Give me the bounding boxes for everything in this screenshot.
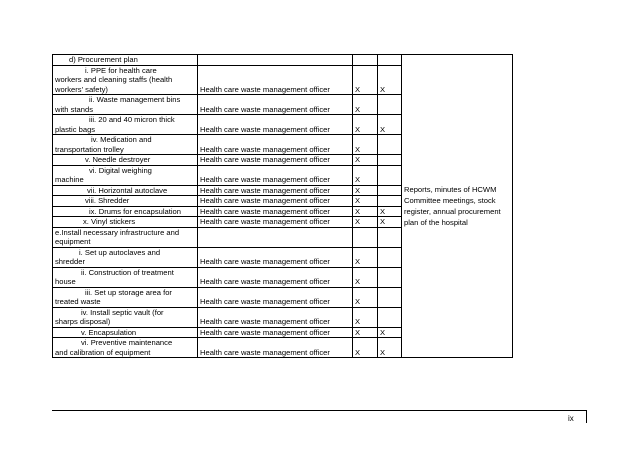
activity-cell — [53, 227, 198, 247]
activity-lead-text: v. Needle destroyer — [85, 155, 151, 164]
activity-cell — [53, 307, 198, 327]
activity-cell — [53, 185, 198, 196]
activity-lead-text: vi. Preventive maintenance — [81, 338, 173, 347]
activity-cell — [53, 65, 198, 95]
activity-lead-text: vi. Digital weighing — [89, 165, 152, 175]
activity-cell — [53, 155, 198, 166]
activity-lead-text: iii. 20 and 40 micron thick — [89, 115, 175, 124]
mark-cell-1: X — [353, 196, 378, 207]
responsible-cell — [198, 227, 353, 247]
activity-lead-text: i. Set up autoclaves and — [79, 247, 161, 257]
activity-lead-text: iii. Set up storage area for — [85, 287, 172, 297]
responsible-cell: Health care waste management officer — [198, 307, 353, 327]
activity-lead-text: iv. Medication and — [91, 135, 152, 144]
activity-text: and calibration of equipment — [55, 347, 151, 357]
mark-cell-2: X — [378, 65, 402, 95]
activity-cell — [53, 217, 198, 228]
activity-text: with stands — [55, 104, 93, 114]
mark-cell-2 — [378, 267, 402, 287]
activity-cell — [53, 196, 198, 207]
activity-text: plastic bags — [55, 124, 96, 134]
mark-cell-2 — [378, 247, 402, 267]
activity-text: e.Install necessary infrastructure and equipment — [55, 227, 180, 246]
activity-lead-text: d) Procurement plan — [69, 55, 138, 64]
responsible-cell: Health care waste management officer — [198, 267, 353, 287]
footer-rule-tick — [586, 410, 587, 423]
responsible-cell: Health care waste management officer — [198, 338, 353, 358]
activity-lead-text: ii. Construction of treatment — [81, 267, 174, 277]
activity-lead-text: viii. Shredder — [85, 196, 130, 205]
responsible-cell: Health care waste management officer — [198, 206, 353, 217]
activity-text: house — [55, 277, 76, 286]
mark-cell-1: X — [353, 135, 378, 155]
mark-cell-2 — [378, 227, 402, 247]
activity-text: transportation trolley — [55, 144, 124, 154]
activity-cell — [53, 135, 198, 155]
activity-lead-text: v. Encapsulation — [81, 327, 137, 337]
mark-cell-1: X — [353, 267, 378, 287]
mark-cell-1: X — [353, 307, 378, 327]
responsible-cell: Health care waste management officer — [198, 287, 353, 307]
mark-cell-1: X — [353, 115, 378, 135]
footer-rule — [52, 410, 586, 411]
mark-cell-2: X — [378, 206, 402, 217]
mark-cell-2 — [378, 307, 402, 327]
responsible-cell: Health care waste management officer — [198, 165, 353, 185]
responsible-cell: Health care waste management officer — [198, 95, 353, 115]
activity-lead-text: ii. Waste management bins — [89, 95, 181, 104]
mark-cell-1: X — [353, 206, 378, 217]
activity-cell — [53, 327, 198, 338]
activity-text: treated waste — [55, 297, 101, 306]
mark-cell-1: X — [353, 65, 378, 95]
mark-cell-2 — [378, 287, 402, 307]
mark-cell-1: X — [353, 185, 378, 196]
responsible-cell: Health care waste management officer — [198, 135, 353, 155]
responsible-cell: Health care waste management officer — [198, 327, 353, 338]
mark-cell-2: X — [378, 115, 402, 135]
procurement-plan-table — [52, 54, 513, 358]
activity-cell — [53, 338, 198, 358]
mark-cell-2 — [378, 95, 402, 115]
activity-cell — [53, 115, 198, 135]
activity-text: shredder — [55, 257, 85, 266]
mark-cell-1: X — [353, 327, 378, 338]
responsible-cell: Health care waste management officer — [198, 65, 353, 95]
mark-cell-2 — [378, 196, 402, 207]
responsible-cell — [198, 55, 353, 66]
table-row — [53, 55, 513, 66]
mark-cell-2 — [378, 135, 402, 155]
activity-text: machine — [55, 175, 84, 184]
mark-cell-2: X — [378, 327, 402, 338]
responsible-cell: Health care waste management officer — [198, 247, 353, 267]
responsible-cell: Health care waste management officer — [198, 217, 353, 228]
mark-cell-1 — [353, 227, 378, 247]
mark-cell-2 — [378, 185, 402, 196]
mark-cell-1: X — [353, 155, 378, 166]
activity-cell — [53, 95, 198, 115]
mark-cell-1: X — [353, 247, 378, 267]
activity-cell — [53, 267, 198, 287]
responsible-cell: Health care waste management officer — [198, 196, 353, 207]
activity-text: sharps disposal) — [55, 317, 111, 326]
mark-cell-2: X — [378, 338, 402, 358]
activity-cell — [53, 165, 198, 185]
activity-cell — [53, 247, 198, 267]
mark-cell-1: X — [353, 95, 378, 115]
responsible-cell: Health care waste management officer — [198, 155, 353, 166]
activity-lead-text: vii. Horizontal autoclave — [87, 185, 168, 195]
activity-lead-text: iv. Install septic vault (for — [81, 307, 164, 317]
activity-cell — [53, 287, 198, 307]
mark-cell-1: X — [353, 287, 378, 307]
mark-cell-2 — [378, 165, 402, 185]
activity-text: workers and cleaning staffs (health workers' safety) — [55, 75, 173, 94]
activity-lead-text: x. Vinyl stickers — [83, 217, 136, 226]
mark-cell-2 — [378, 55, 402, 66]
mark-cell-2: X — [378, 217, 402, 228]
activity-lead-text: i. PPE for health care — [85, 65, 157, 75]
mark-cell-1 — [353, 55, 378, 66]
mark-cell-2 — [378, 155, 402, 166]
activity-lead-text: ix. Drums for encapsulation — [89, 206, 182, 216]
page-number: ix — [568, 414, 574, 423]
mark-cell-1: X — [353, 338, 378, 358]
mark-cell-1: X — [353, 165, 378, 185]
responsible-cell: Health care waste management officer — [198, 115, 353, 135]
mark-cell-1: X — [353, 217, 378, 228]
responsible-cell: Health care waste management officer — [198, 185, 353, 196]
activity-cell — [53, 55, 198, 66]
verification-cell: Reports, minutes of HCWM Committee meetings, stock register, annual procurement plan of the hospital — [402, 55, 513, 358]
activity-cell — [53, 206, 198, 217]
